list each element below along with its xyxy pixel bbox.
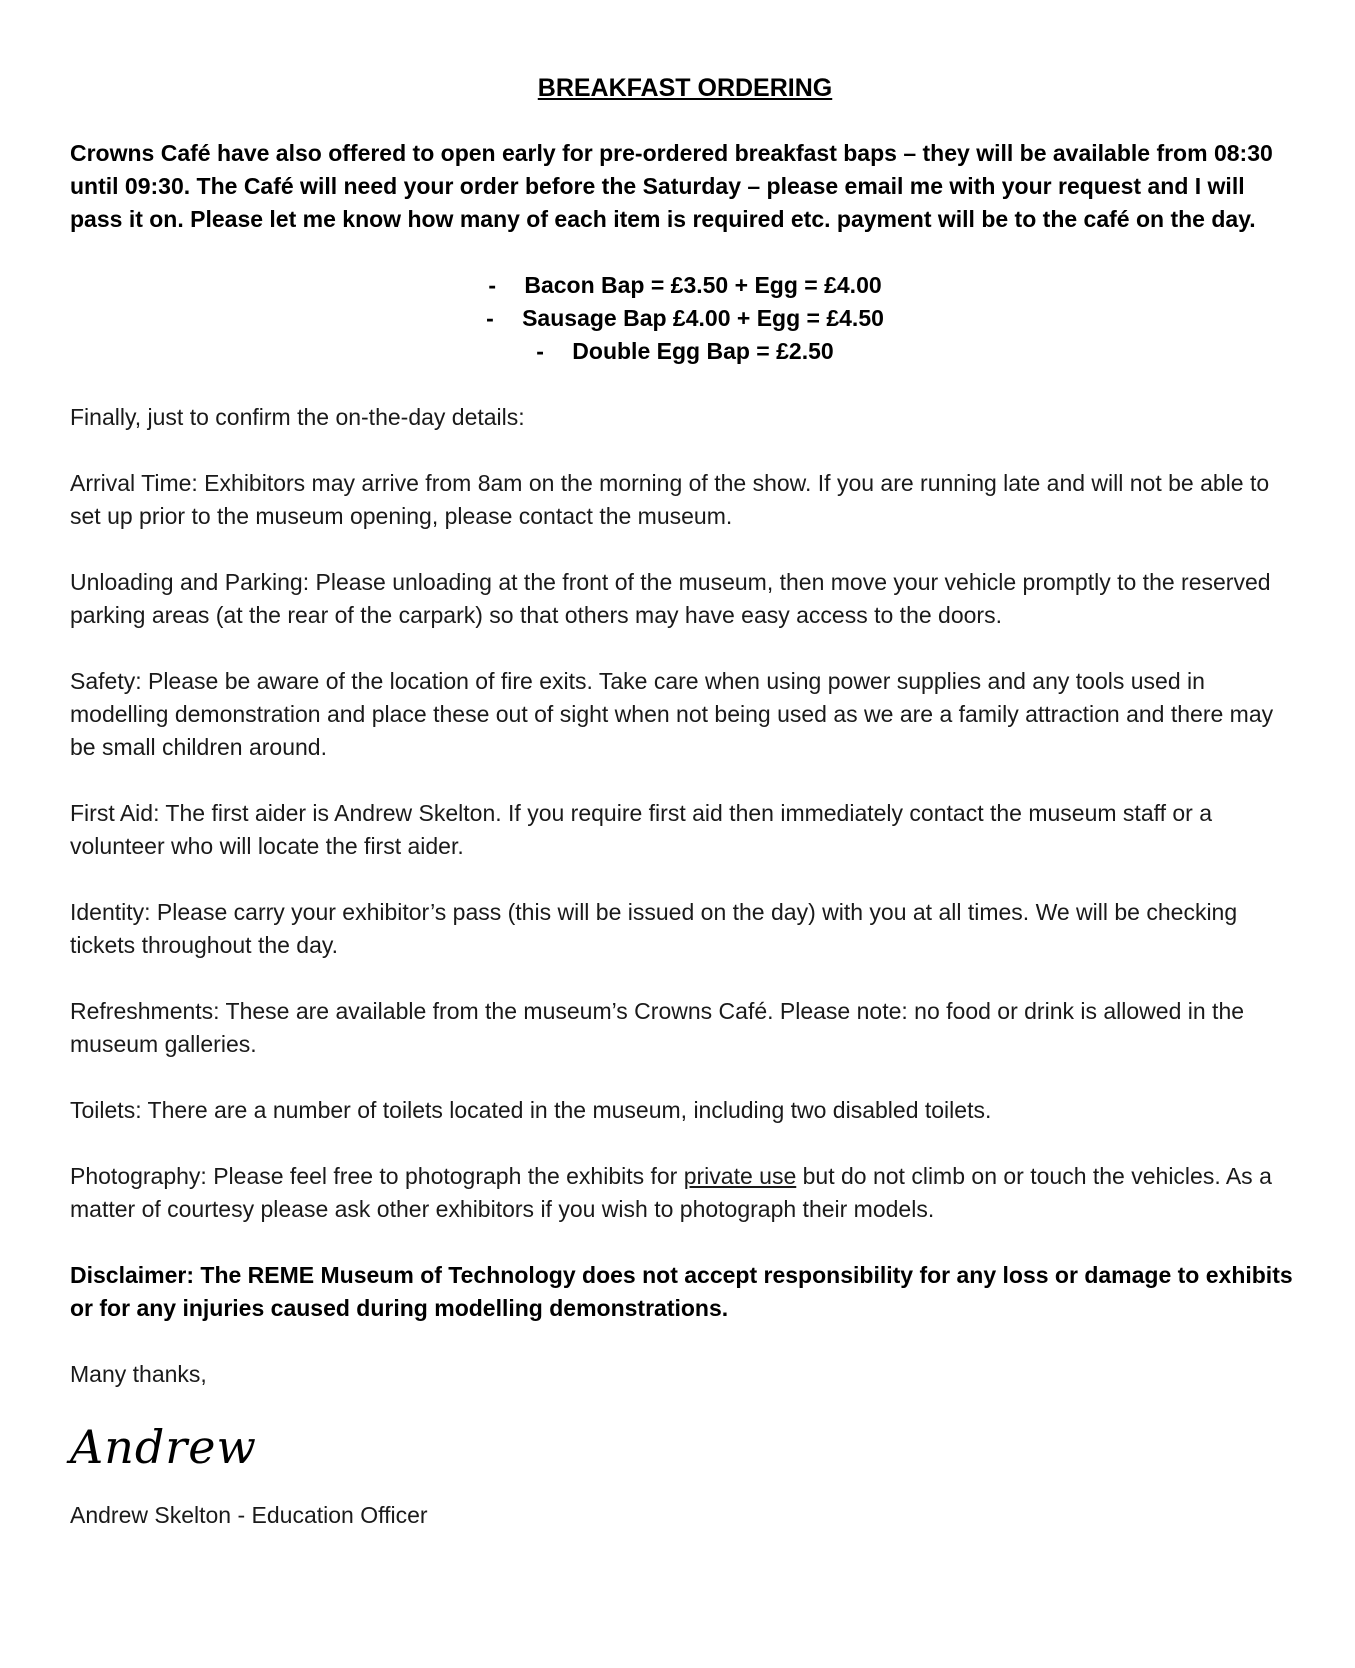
- list-dash: -: [536, 338, 544, 364]
- disclaimer-paragraph: Disclaimer: The REME Museum of Technology does not accept responsibility for any loss or damage to exhibits or for any injuries caused during modelling demonstrations.: [70, 1262, 1293, 1321]
- toilets-paragraph: Toilets: There are a number of toilets located in the museum, including two disabled toilets.: [70, 1097, 992, 1123]
- unloading-paragraph: Unloading and Parking: Please unloading at the front of the museum, then move your vehicle promptly to the reserved parking areas (at the rear of the carpark) so that others may have easy access to the doors.: [70, 569, 1271, 628]
- breakfast-intro: Crowns Café have also offered to open early for pre-ordered breakfast baps – they will be available from 08:30 until 09:30. The Café will need your order before the Saturday – please email me with your request and I will pass it on. Please let me know how many of each item is required etc. payment will be to the café on the day.: [70, 140, 1273, 232]
- identity-paragraph: Identity: Please carry your exhibitor’s pass (this will be issued on the day) with you at all times. We will be checking tickets throughout the day.: [70, 899, 1238, 958]
- menu-item-text: Bacon Bap = £3.50 + Egg = £4.00: [524, 272, 882, 298]
- menu-item: [70, 302, 1300, 335]
- list-dash: -: [486, 305, 494, 331]
- menu-item-text: Sausage Bap £4.00 + Egg = £4.50: [522, 305, 884, 331]
- document-page: [70, 72, 1300, 1532]
- private-use-underlined: private use: [683, 1163, 797, 1189]
- menu-item-text: Double Egg Bap = £2.50: [572, 338, 834, 364]
- list-dash: -: [488, 272, 496, 298]
- menu-item: [70, 335, 1300, 368]
- photography-text-before: Photography: Please feel free to photograph the exhibits for: [70, 1163, 684, 1189]
- menu-item: [70, 269, 1300, 302]
- page-title: BREAKFAST ORDERING: [537, 74, 833, 102]
- arrival-paragraph: Arrival Time: Exhibitors may arrive from 8am on the morning of the show. If you are running late and will not be able to set up prior to the museum opening, please contact the museum.: [70, 470, 1270, 529]
- first-aid-paragraph: First Aid: The first aider is Andrew Skelton. If you require first aid then immediately contact the museum staff or a volunteer who will locate the first aider.: [70, 800, 1212, 859]
- photography-paragraph: [70, 1160, 1300, 1226]
- photography-text-after: but do not climb on or touch the vehicles. As a matter of courtesy please ask other exhibitors if you wish to photograph their models.: [70, 1163, 1272, 1222]
- breakfast-menu: [70, 269, 1300, 368]
- closing-text: Many thanks,: [70, 1361, 207, 1387]
- safety-paragraph: Safety: Please be aware of the location of fire exits. Take care when using power supplies and any tools used in modelling demonstration and place these out of sight when not being used as we are a family attraction and there may be small children around.: [70, 668, 1274, 760]
- refreshments-paragraph: Refreshments: These are available from the museum’s Crowns Café. Please note: no food or drink is allowed in the museum galleries.: [70, 998, 1245, 1057]
- handwritten-signature: Andrew: [70, 1420, 257, 1474]
- sign-off-name: Andrew Skelton - Education Officer: [70, 1502, 428, 1528]
- confirm-paragraph: Finally, just to confirm the on-the-day details:: [70, 404, 525, 430]
